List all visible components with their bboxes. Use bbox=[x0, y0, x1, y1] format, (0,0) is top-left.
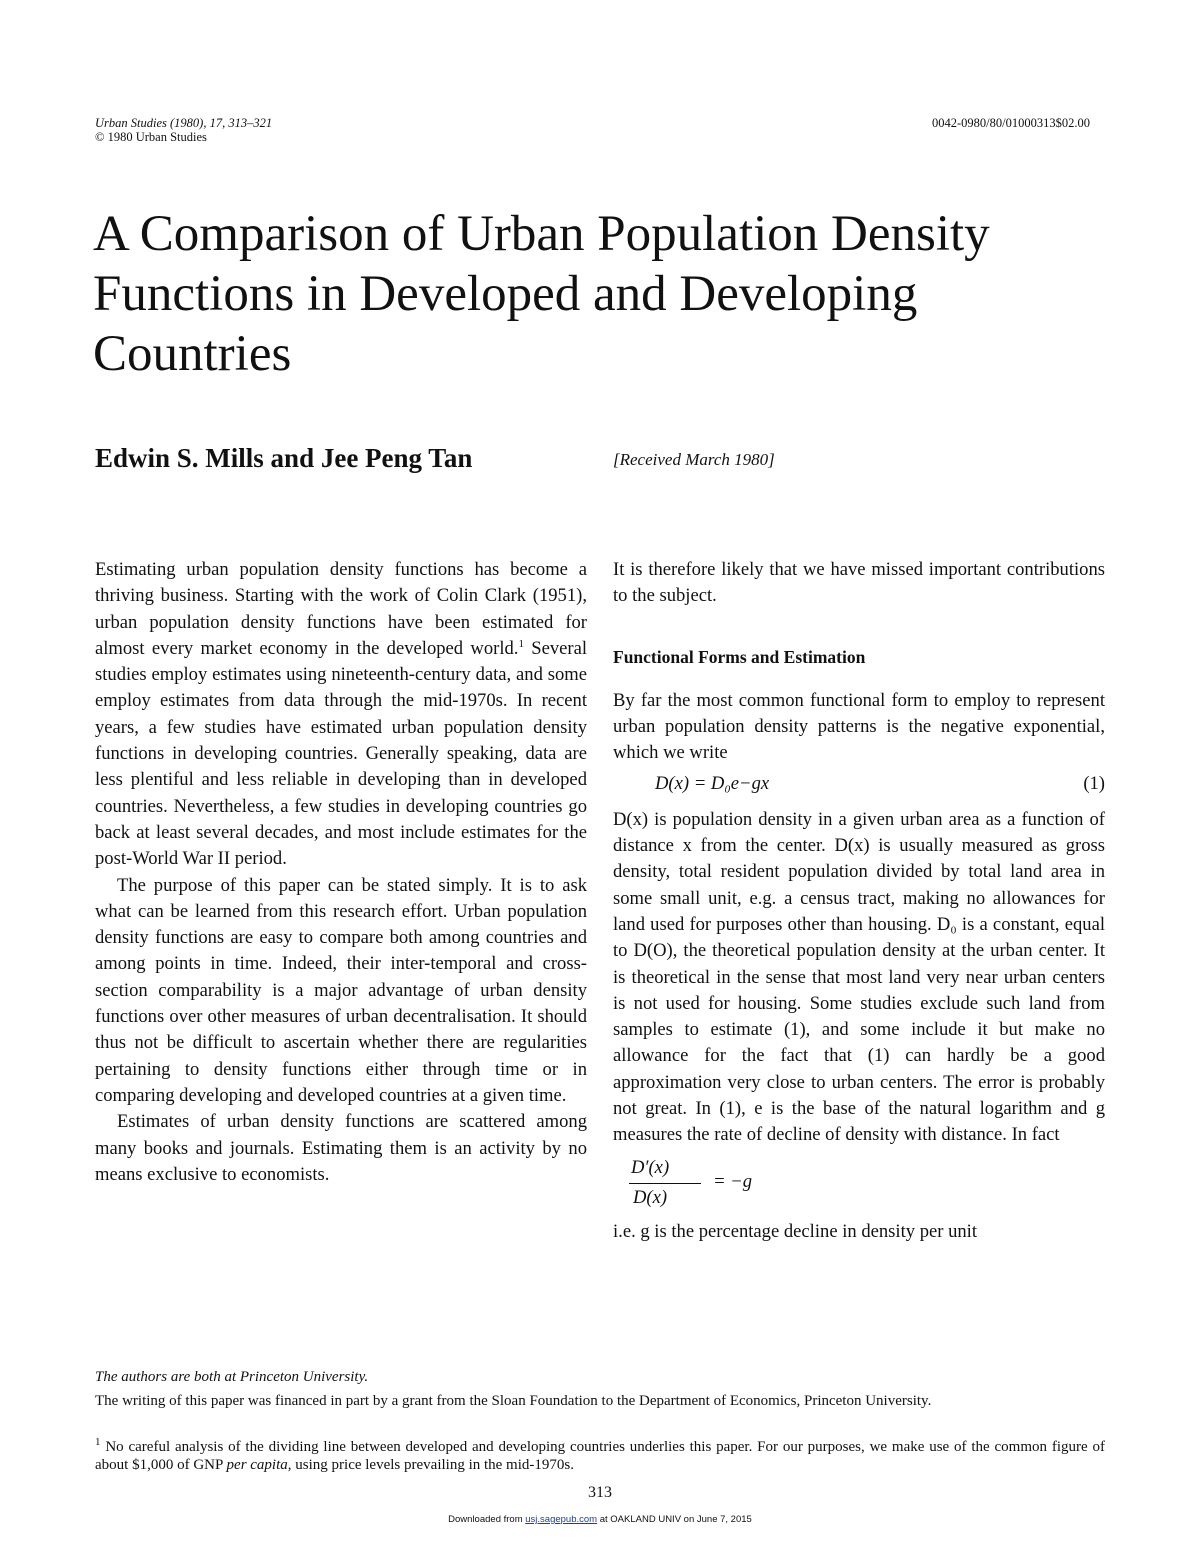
fraction-bar bbox=[629, 1183, 701, 1184]
copyright-line: © 1980 Urban Studies bbox=[95, 130, 207, 144]
paper-title: A Comparison of Urban Population Density Functions in Developed and Developing Countries bbox=[93, 206, 990, 382]
paragraph-percentage: i.e. g is the percentage decline in density per unit bbox=[613, 1220, 978, 1242]
download-notice bbox=[0, 1514, 1200, 1525]
journal-line: Urban Studies (1980), 17, 313–321 bbox=[95, 116, 273, 130]
paragraph-intro bbox=[95, 557, 587, 873]
received-date: [Received March 1980] bbox=[613, 450, 775, 469]
footnote-funding: The writing of this paper was financed in part by a grant from the Sloan Foundation to the Department of Economics, Princeton University. bbox=[95, 1393, 932, 1409]
section-heading: Functional Forms and Estimation bbox=[613, 646, 866, 667]
paragraph-estimates: Estimates of urban density functions are scattered among many books and journals. Estimating them is an activity by no means exclusive to economists. bbox=[95, 1111, 587, 1185]
journal-citation bbox=[95, 116, 272, 144]
download-link[interactable]: usj.sagepub.com bbox=[525, 1514, 598, 1525]
paragraph-functional-form: By far the most common functional form to employ to represent urban population density patterns is the negative exponential, which we write bbox=[613, 689, 1105, 764]
download-suffix: at OAKLAND UNIV on June 7, 2015 bbox=[597, 1514, 752, 1525]
paragraph-continued: It is therefore likely that we have missed important contributions to the subject. bbox=[613, 559, 1105, 607]
equation-1-body: D(x) = D₀e−gx bbox=[655, 772, 770, 794]
footnote-ref: 1 bbox=[518, 637, 524, 650]
footnote-1 bbox=[95, 1438, 1105, 1474]
page-number: 313 bbox=[588, 1484, 612, 1501]
paragraph-definitions: D(x) is population density in a given urban area as a function of distance x from the center. D(x) is usually measured as gross density, total resident population divided by total land area in some small unit, e.g. a census tract, making no allowances for land used for purposes other than housing. D₀ is a constant, equal to D(O), the theoretical population density at the urban center. It is theoretical in the sense that most land very near urban centers is not used for housing. Some studies exclude such land from samples to estimate (1), and some include it but make no allowance for the fact that (1) can hardly be a good approximation very close to urban centers. The error is probably not great. In (1), e is the base of the natural logarithm and g measures the rate of decline of density with distance. In fact bbox=[613, 808, 1105, 1146]
right-column bbox=[613, 557, 1105, 1245]
download-prefix: Downloaded from bbox=[448, 1514, 526, 1525]
intro-text-cont: Several studies employ estimates using nineteenth-century data, and some employ estimates from data through the mid-1970s. In recent years, a few studies have estimated urban population density functions in developing countries. Generally speaking, data are less plentiful and less reliable in developing than in developed countries. Nevertheless, a few studies in developing countries go back at least several decades, and most include estimates for the post-World War II period. bbox=[95, 637, 588, 870]
fraction-denominator: D(x) bbox=[633, 1186, 668, 1208]
intro-text: Estimating urban population density functions has become a thriving business. Starting with the work of Colin Clark (1951), urban population density functions have been estimated for almost every market economy in the developed world. bbox=[95, 559, 587, 659]
footnote-1-italic: per capita bbox=[226, 1457, 288, 1473]
fraction-rhs: = −g bbox=[713, 1170, 753, 1192]
footnote-1-text: No careful analysis of the dividing line between developed and developing countries underlies this paper. For our purposes, we make use of the common figure of about $1,000 of GNP bbox=[95, 1439, 1105, 1473]
footnote-1-mark: 1 bbox=[95, 1436, 101, 1448]
authors: Edwin S. Mills and Jee Peng Tan bbox=[95, 443, 473, 473]
equation-1-number: (1) bbox=[1083, 772, 1105, 794]
equation-1 bbox=[613, 771, 1105, 801]
paragraph-purpose: The purpose of this paper can be stated simply. It is to ask what can be learned from this research effort. Urban population density functions are easy to compare both among countries and among points in time. Indeed, their inter-temporal and cross-section comparability is a major advantage of urban density functions over other measures of urban decentralisation. It should thus not be difficult to ascertain whether there are regularities pertaining to density functions either through time or in comparing developing and developed countries at a given time. bbox=[95, 874, 587, 1106]
footnote-affiliation: The authors are both at Princeton University. bbox=[95, 1369, 369, 1385]
fraction-numerator: D′(x) bbox=[631, 1156, 670, 1178]
footnote-1-text-end: , using price levels prevailing in the mid-1970s. bbox=[287, 1457, 574, 1473]
equation-2 bbox=[613, 1155, 1105, 1217]
left-column bbox=[95, 557, 587, 1188]
article-code: 0042-0980/80/01000313$02.00 bbox=[932, 116, 1090, 130]
